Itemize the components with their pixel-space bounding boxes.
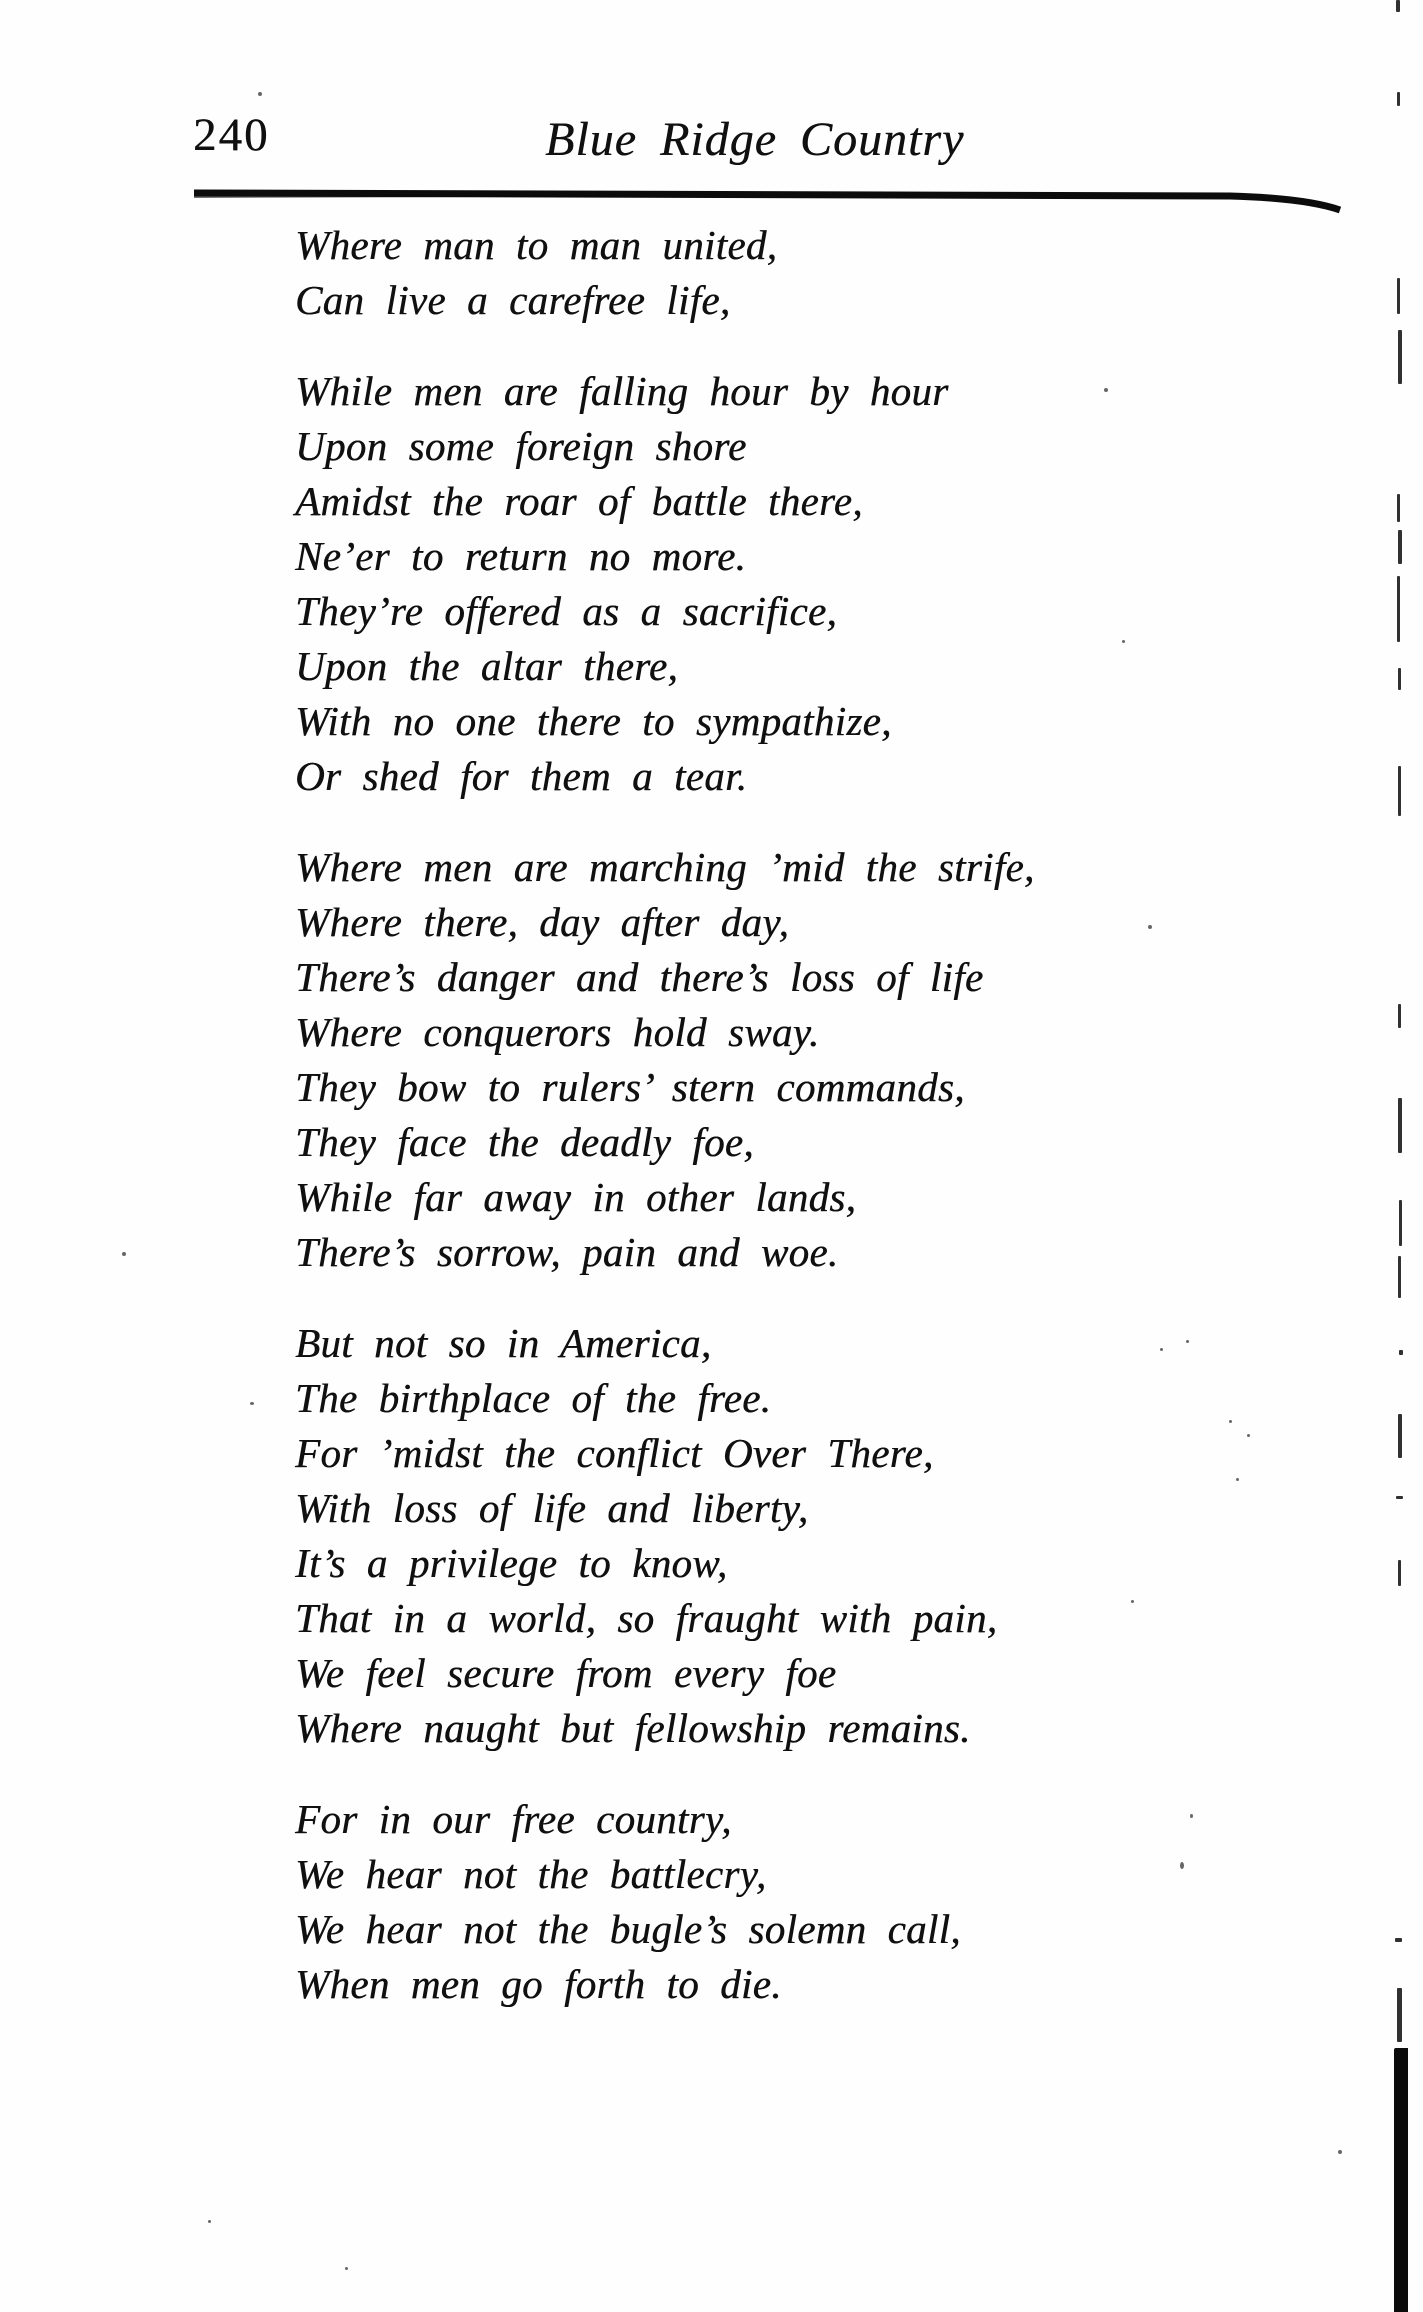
poem-line: Upon the altar there, [295,643,678,689]
poem-line: The birthplace of the free. [295,1375,772,1421]
poem-line: They bow to rulers’ stern commands, [295,1064,965,1110]
poem-line: Upon some foreign shore [295,423,747,469]
poem-line: They face the deadly foe, [295,1119,754,1165]
stanza-3 [295,840,1195,1280]
poem-line: We hear not the bugle’s solemn call, [295,1906,961,1952]
poem-line: While far away in other lands, [295,1174,857,1220]
poem-line: With no one there to sympathize, [295,698,892,744]
poem-line: We feel secure from every foe [295,1650,837,1696]
stanza-4 [295,1316,1195,1756]
poem-line: But not so in America, [295,1320,712,1366]
poem-line: Where men are marching ’mid the strife, [295,844,1035,890]
poem-line: There’s sorrow, pain and woe. [295,1229,839,1275]
poem-line: Where there, day after day, [295,899,790,945]
poem-line: With loss of life and liberty, [295,1485,809,1531]
poem-line: They’re offered as a sacrifice, [295,588,837,634]
poem-line: While men are falling hour by hour [295,368,949,414]
poem-line: Where naught but fellowship remains. [295,1705,971,1751]
poem-line: Ne’er to return no more. [295,533,747,579]
stanza-2 [295,364,1195,804]
poem-text [295,218,1195,2012]
poem-line: That in a world, so fraught with pain, [295,1595,998,1641]
poem-line: When men go forth to die. [295,1961,782,2007]
poem-line: For in our free country, [295,1796,732,1842]
poem-line: Where conquerors hold sway. [295,1009,820,1055]
poem-line: Can live a carefree life, [295,277,731,323]
poem-line: Amidst the roar of battle there, [295,478,863,524]
stanza-1 [295,218,1195,328]
poem-line: For ’midst the conflict Over There, [295,1430,934,1476]
poem-line: Or shed for them a tear. [295,753,748,799]
poem-line: Where man to man united, [295,222,778,268]
stanza-5 [295,1792,1195,2012]
page-number: 240 [193,109,270,161]
poem-line: We hear not the battlecry, [295,1851,767,1897]
poem-line: It’s a privilege to know, [295,1540,728,1586]
poem-line: There’s danger and there’s loss of life [295,954,984,1000]
running-title: Blue Ridge Country [545,113,965,166]
